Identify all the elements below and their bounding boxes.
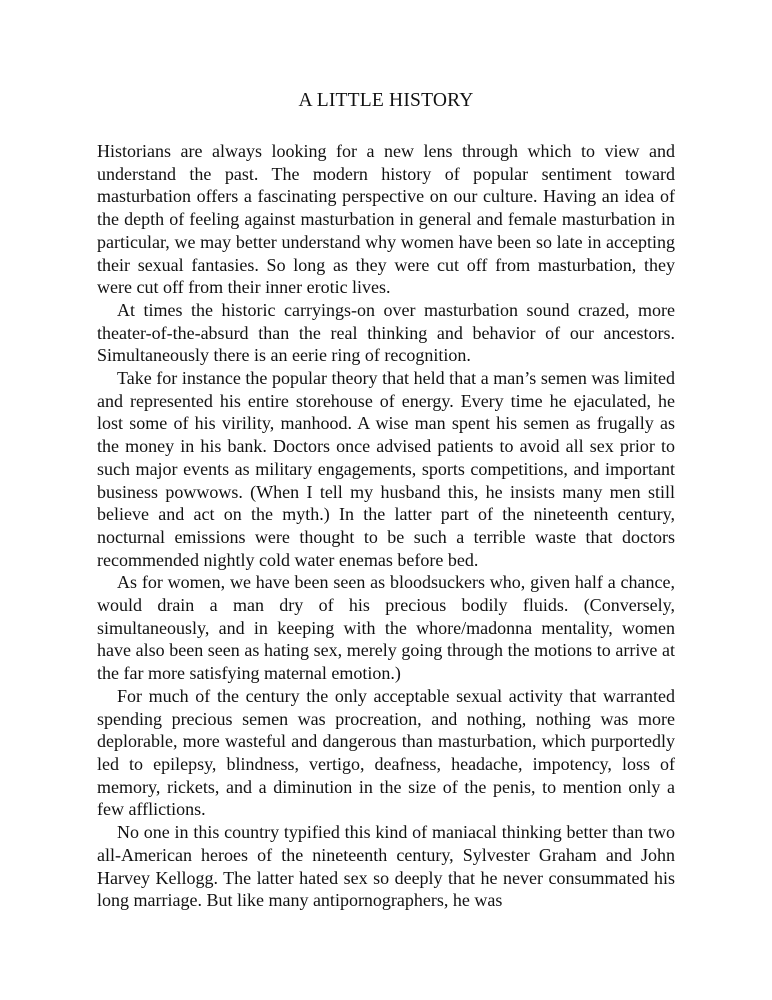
chapter-title: A LITTLE HISTORY bbox=[298, 90, 474, 111]
paragraph: At times the historic carryings-on over masturbation sound crazed, more theater-of-the-absurd than the real thinking and behavior of our ancestors. Simultaneously there is an eerie ring of recognition. bbox=[97, 299, 675, 366]
paragraph: For much of the century the only acceptable sexual activity that warranted spending precious semen was procreation, and nothing, nothing was more deplorable, more wasteful and dangerous than masturbation, which purportedly led to epilepsy, blindness, vertigo, deafness, headache, impotency, loss of memory, rickets, and a diminution in the size of the penis, to mention only a few afflictions. bbox=[97, 685, 675, 820]
paragraph: No one in this country typified this kind of maniacal thinking better than two all-American heroes of the nineteenth century, Sylvester Graham and John Harvey Kellogg. The latter hated sex so deeply that he never consummated his long marriage. But like many antipornographers, he was bbox=[97, 822, 675, 911]
paragraph: As for women, we have been seen as bloodsuckers who, given half a chance, would drain a man dry of his precious bodily fluids. (Conversely, simultaneously, and in keeping with the whore/madonna mentality, women have also been seen as hating sex, merely going through the motions to arrive at the far more satisfying maternal emotion.) bbox=[97, 572, 675, 684]
paragraph: Take for instance the popular theory that held that a man’s semen was limited and represented his entire storehouse of energy. Every time he ejaculated, he lost some of his virility, manhood. A wise man spent his semen as frugally as the money in his bank. Doctors once advised patients to avoid all sex prior to such major events as military engagements, sports competitions, and important business powwows. (When I tell my husband this, he insists many men still believe and act on the myth.) In the latter part of the nineteenth century, nocturnal emissions were thought to be such a terrible waste that doctors recommended nightly cold water enemas before bed. bbox=[97, 368, 675, 570]
body-text bbox=[97, 140, 675, 912]
paragraph: Historians are always looking for a new lens through which to view and understand the past. The modern history of popular sentiment toward masturbation offers a fascinating perspective on our culture. Having an idea of the depth of feeling against masturbation in general and female masturbation in particular, we may better understand why women have been so late in accepting their sexual fantasies. So long as they were cut off from masturbation, they were cut off from their inner erotic lives. bbox=[97, 141, 675, 298]
